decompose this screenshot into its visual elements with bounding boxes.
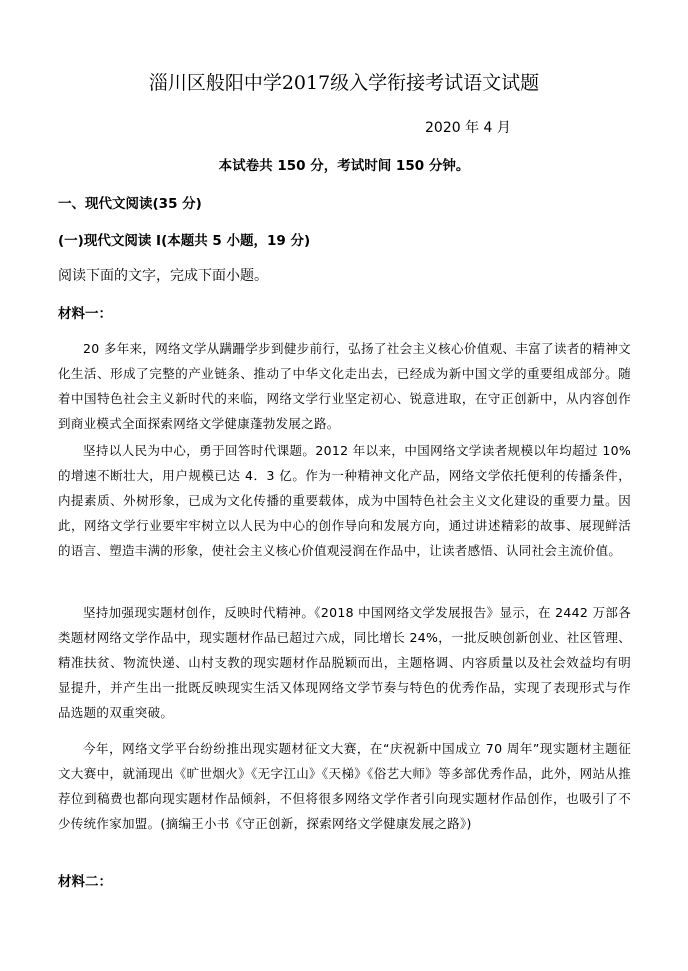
paragraph-3: 坚持加强现实题材创作，反映时代精神。《2018 中国网络文学发展报告》显示，在 2442 万部各类题材网络文学作品中，现实题材作品已超过六成，同比增长 24%，一批反映创新创业、社区管理、精准扶贫、物流快递、山村支教的现实题材作品脱颖而出，主题格调、内容质量以及社会效益均有明显提升，并产生出一批既反映现实生活又体现网络文学节奏与特色的优秀作品，实现了表现形式与作品选题的双重突破。 [58,605,631,720]
subsection-heading: (一)现代文阅读 I(本题共 5 小题，19 分) [58,233,311,249]
section-heading: 一、现代文阅读(35 分) [58,196,202,212]
exam-date: 2020 年 4 月 [425,120,511,136]
paragraph-4: 今年，网络文学平台纷纷推出现实题材征文大赛，在“庆祝新中国成立 70 周年”现实题材主题征文大赛中，就涌现出《旷世烟火》《无字江山》《天梯》《俗艺大师》等多部优秀作品，此外，网站从推荐位到稿费也都向现实题材作品倾斜，不但将很多网络文学作者引向现实题材作品创作，也吸引了不少传统作家加盟。(摘编王小书《守正创新，探索网络文学健康发展之路》) [58,741,631,831]
material-one-label: 材料一： [58,306,112,322]
page-title: 淄川区般阳中学2017级入学衔接考试语文试题 [148,72,540,94]
instruction-text: 阅读下面的文字，完成下面小题。 [58,268,268,284]
material-two-label: 材料二： [58,874,112,890]
paragraph-2: 坚持以人民为中心，勇于回答时代课题。2012 年以来，中国网络文学读者规模以年均超过 10%的增速不断壮大，用户规模已达 4．3 亿。作为一种精神文化产品，网络文学依托便利的传播条件，内提素质、外树形象，已成为文化传播的重要载体，成为中国特色社会主义文化建设的重要力量。因此，网络文学行业要牢牢树立以人民为中心的创作导向和发展方向，通过讲述精彩的故事、展现鲜活的语言、塑造丰满的形象，使社会主义核心价值观浸润在作品中，让读者感悟、认同社会主流价值。 [58,443,631,558]
exam-note: 本试卷共 150 分，考试时间 150 分钟。 [218,158,470,174]
paragraph-1: 20 多年来，网络文学从蹒跚学步到健步前行，弘扬了社会主义核心价值观、丰富了读者的精神文化生活、形成了完整的产业链条、推动了中华文化走出去，已经成为新中国文学的重要组成部分。随着中国特色社会主义新时代的来临，网络文学行业坚定初心、锐意进取，在守正创新中，从内容创作到商业模式全面探索网络文学健康蓬勃发展之路。 [58,341,631,431]
